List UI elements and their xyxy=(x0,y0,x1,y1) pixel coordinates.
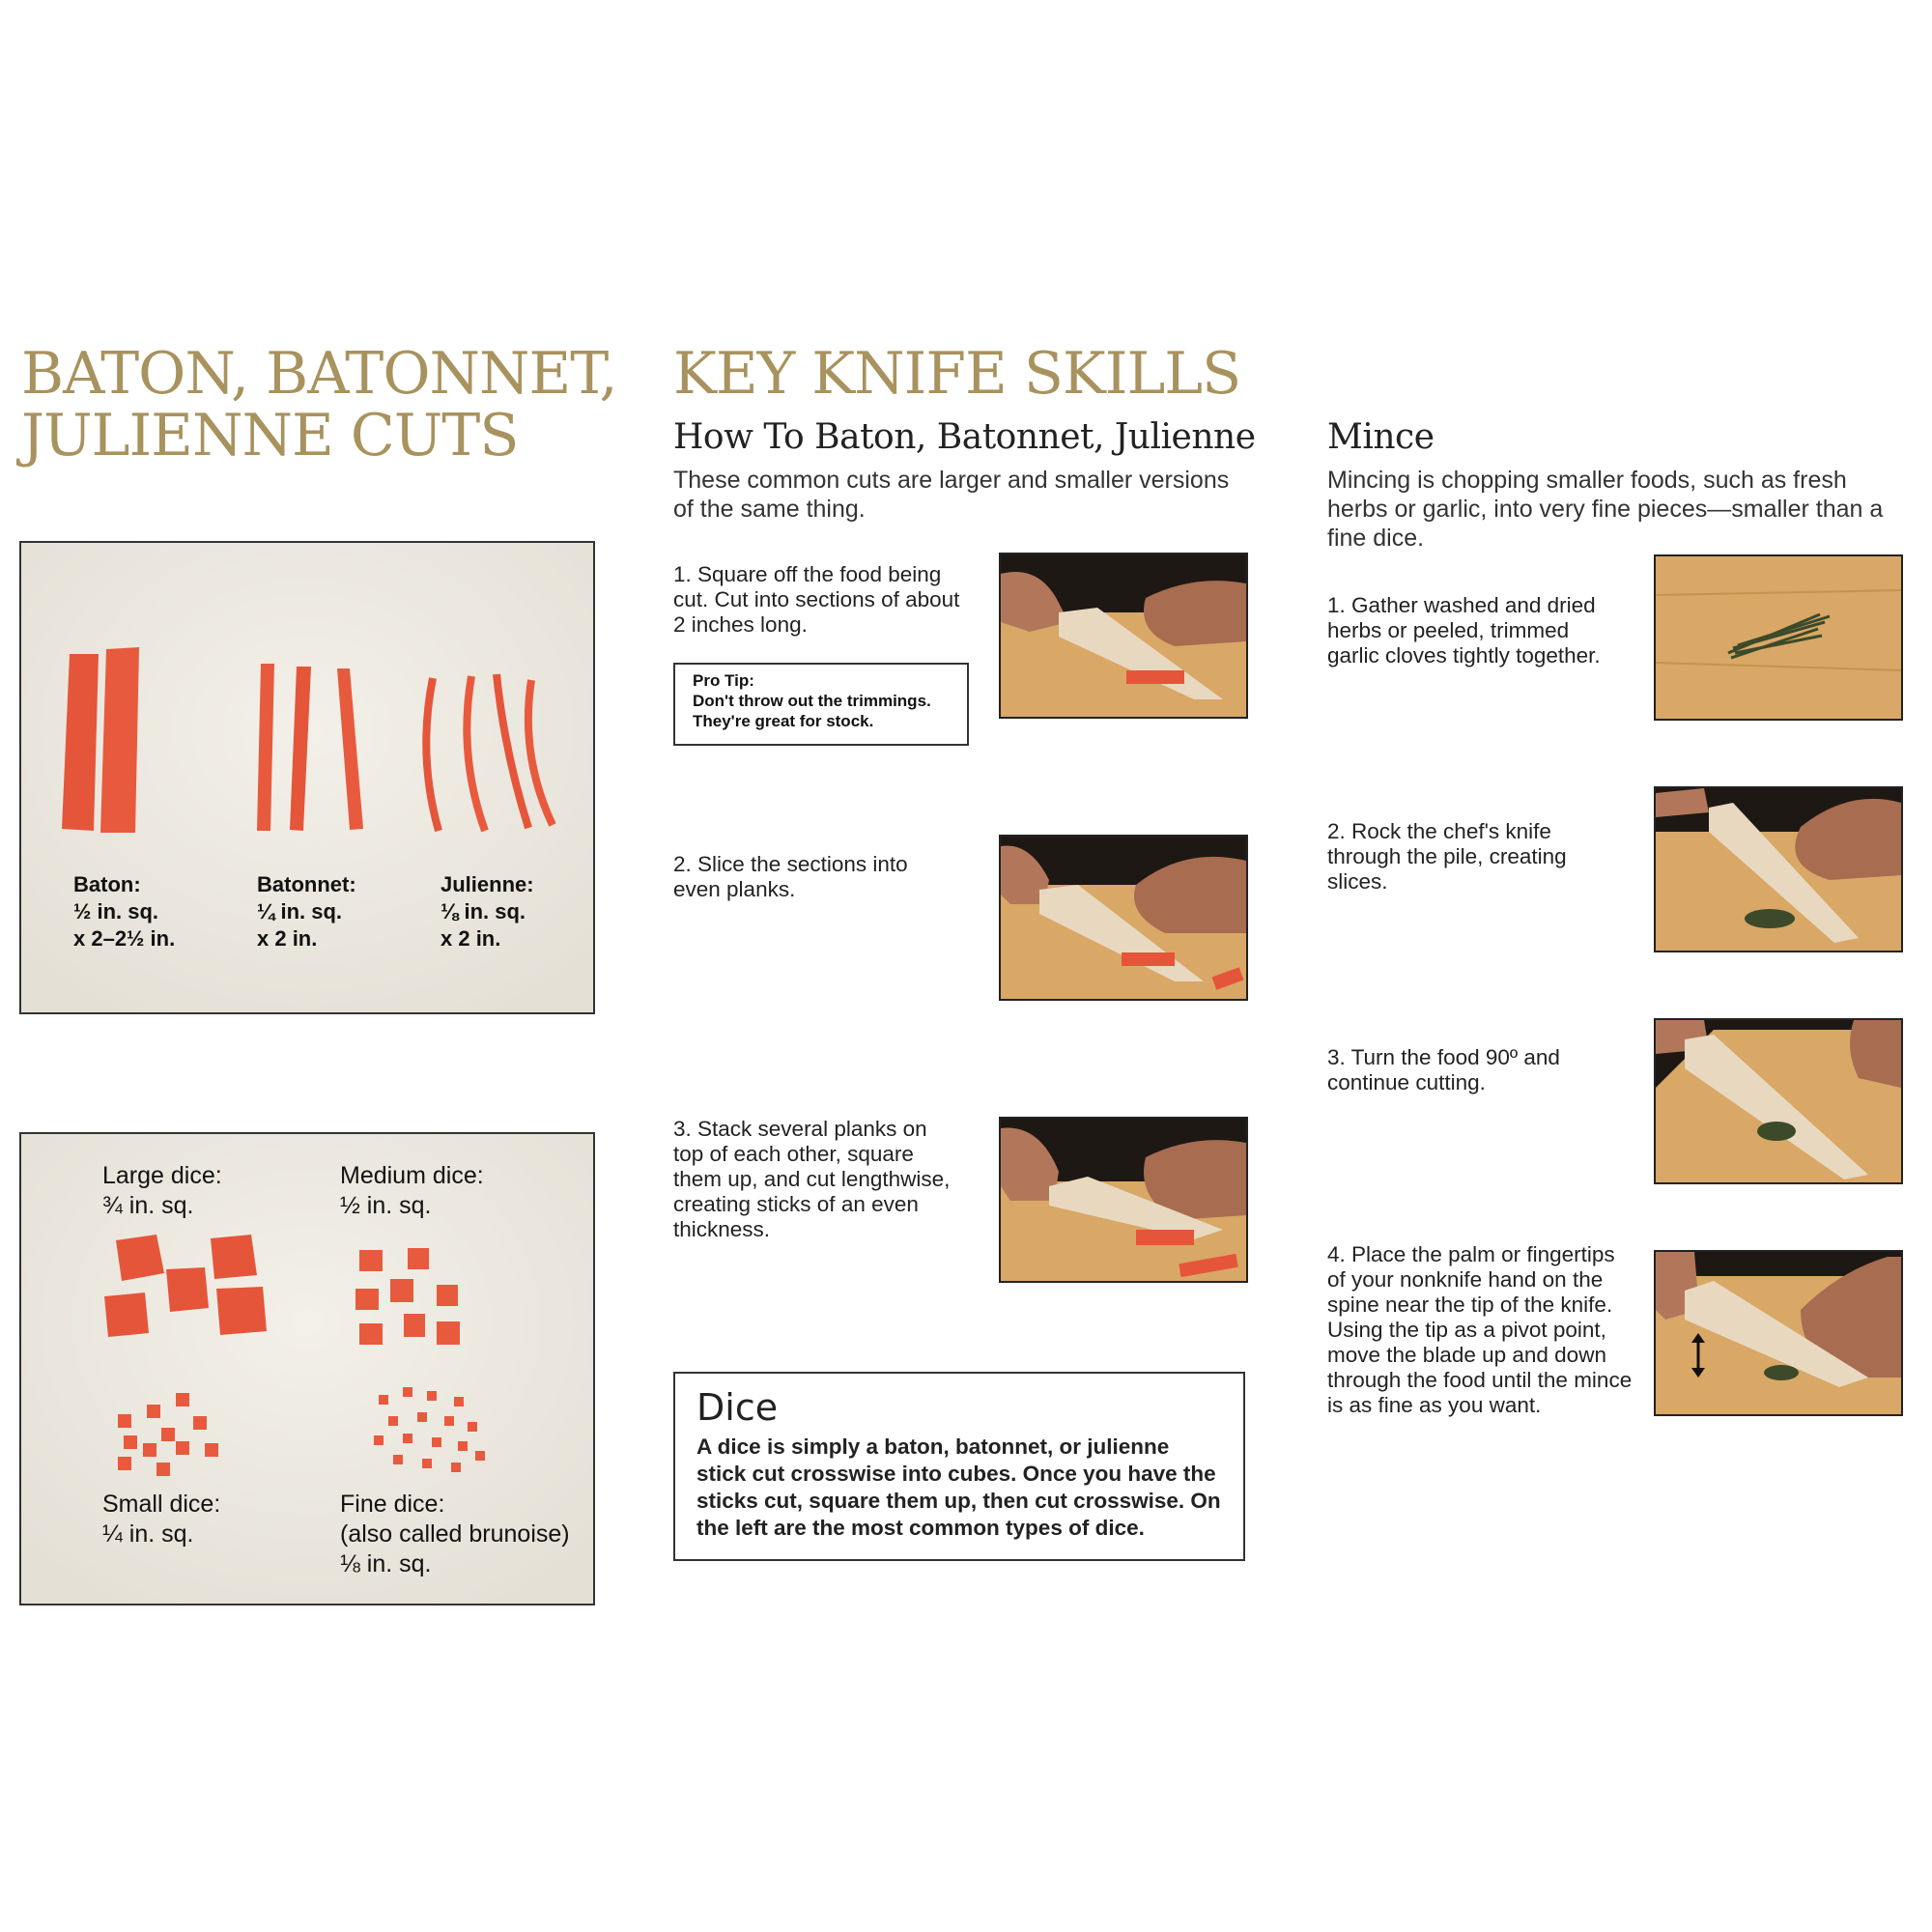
mince-intro: Mincing is chopping smaller foods, such as fresh herbs or garlic, into very fine pieces—smaller than a fine dice. xyxy=(1327,467,1884,552)
pro-tip-box: Pro Tip: Don't throw out the trimmings. They're great for stock. xyxy=(673,663,969,746)
baton-stick-2 xyxy=(100,647,139,833)
carrot-icon xyxy=(1136,1230,1194,1245)
mince-step-1-photo xyxy=(1654,554,1903,721)
dice-photo-panel xyxy=(19,1132,595,1605)
dice-text: A dice is simply a baton, batonnet, or julienne stick cut crosswise into cubes. Once you have the sticks cut, square them up, then cut crosswise. On the left are the most common types of dice. xyxy=(696,1435,1221,1540)
mince-step-4: 4. Place the palm or fingertips of your nonknife hand on the spine near the tip of the knife. Using the tip as a pivot point, move the blade up and down through the food until the mince is as fine as you want. xyxy=(1327,1242,1633,1417)
mince-step-3-photo xyxy=(1654,1018,1903,1184)
baton-heading: How To Baton, Batonnet, Julienne xyxy=(673,417,1256,457)
herbs-icon xyxy=(1745,909,1795,928)
baton-step-2: 2. Slice the sections into even planks. xyxy=(673,852,908,901)
baton-step-3: 3. Stack several planks on top of each other, square them up, and cut lengthwise, creating sticks of an even thickness. xyxy=(673,1117,951,1241)
mince-step-2: 2. Rock the chef's knife through the pile, creating slices. xyxy=(1327,819,1567,894)
dice-label-small: Small dice: ¼ in. sq. xyxy=(102,1491,221,1548)
carrot-icon xyxy=(1126,670,1184,684)
mince-step-3: 3. Turn the food 90º and continue cutting. xyxy=(1327,1045,1560,1094)
baton-step-1-photo xyxy=(999,553,1248,719)
herbs-icon xyxy=(1764,1365,1799,1380)
dice-label-large: Large dice: ¾ in. sq. xyxy=(102,1162,222,1219)
cut-label-baton: Baton: ½ in. sq. x 2–2½ in. xyxy=(73,872,176,951)
dice-info-box xyxy=(673,1372,1245,1561)
baton-intro: These common cuts are larger and smaller versions of the same thing. xyxy=(673,467,1230,523)
cut-label-batonnet: Batonnet: ¼ in. sq. x 2 in. xyxy=(257,872,356,951)
mince-heading: Mince xyxy=(1327,417,1435,457)
baton-step-3-photo xyxy=(999,1117,1248,1283)
carrot-icon xyxy=(1122,952,1175,966)
cuts-photo-panel xyxy=(19,541,595,1014)
mince-step-4-photo xyxy=(1654,1250,1903,1416)
left-title: BATON, BATONNET, JULIENNE CUTS xyxy=(21,340,617,469)
dice-heading: Dice xyxy=(696,1386,779,1429)
herbs-icon xyxy=(1757,1122,1796,1141)
cut-label-julienne: Julienne: ⅛ in. sq. x 2 in. xyxy=(440,872,534,951)
dice-label-medium: Medium dice: ½ in. sq. xyxy=(340,1162,484,1219)
baton-step-1: 1. Square off the food being cut. Cut into sections of about 2 inches long. xyxy=(673,562,960,637)
mince-step-1: 1. Gather washed and dried herbs or peeled, trimmed garlic cloves tightly together. xyxy=(1327,593,1601,668)
dice-label-fine: Fine dice: (also called brunoise) ⅛ in. sq. xyxy=(340,1491,570,1577)
baton-step-2-photo xyxy=(999,835,1248,1001)
mince-step-2-photo xyxy=(1654,786,1903,952)
main-title: KEY KNIFE SKILLS xyxy=(673,340,1241,408)
hand-icon xyxy=(1656,788,1709,817)
